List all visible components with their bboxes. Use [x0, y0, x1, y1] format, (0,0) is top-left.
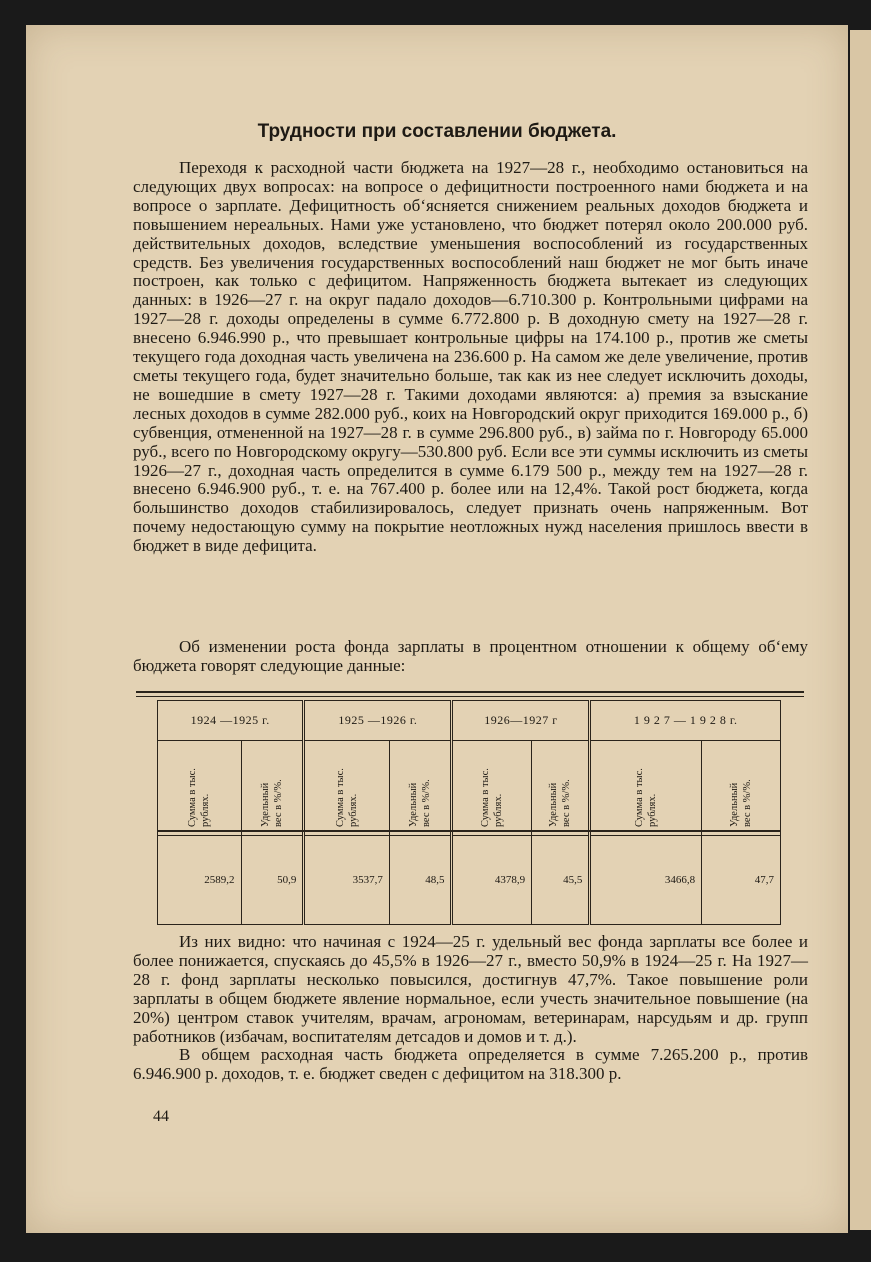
year-header: 1924 —1925 г.	[158, 701, 304, 741]
share-header: Удельный вес в %/%.	[729, 779, 754, 827]
sum-header-cell	[304, 741, 390, 836]
table-row	[158, 836, 781, 925]
body-paragraph	[133, 159, 808, 556]
share-header: Удельный вес в %/%.	[259, 779, 284, 827]
sum-header-cell	[452, 741, 532, 836]
sum-header: Сумма в тыс. рублях.	[480, 768, 505, 827]
share-header-cell	[241, 741, 304, 836]
share-header-cell	[389, 741, 452, 836]
year-header: 1926—1927 г	[452, 701, 590, 741]
page-title: Трудности при составлении бюджета.	[257, 121, 617, 142]
book-page	[26, 25, 848, 1233]
paragraph-text: В общем расходная часть бюджета определяется в сумме 7.265.200 р., против 6.946.900 р. доходов, т. е. бюджет сведен с дефицитом на 318.300 р.	[133, 1045, 808, 1084]
table-cell: 48,5	[389, 836, 452, 925]
table-cell: 2589,2	[158, 836, 242, 925]
table-cell: 50,9	[241, 836, 304, 925]
paragraph-text: Переходя к расходной части бюджета на 1927—28 г., необходимо остановиться на следующих двух вопросах: на вопросе о дефицитности построенного нами бюджета и на вопросе о зарплате. Дефицитность об‘ясняется снижением реальных доходов бюджета и повышением нереальных. Нами уже установлено, что бюджет потерял около 200.000 руб. действительных доходов, вследствие уменьшения воспособлений из государственных средств. Без увеличения государственных воспособлений наш бюджет не мог быть иначе построен, как только с дефицитом. Напряженность бюджета вытекает из следующих данных: в 1926—27 г. на округ падало доходов—6.710.300 р. Контрольными цифрами на 1927—28 г. доходы определены в сумме 6.772.800 р. В доходную смету на 1927—28 г. внесено 6.946.990 р., что превышает контрольные цифры на 174.100 р., против же сметы текущего года доходная часть увеличена на 236.600 р. На самом же деле увеличение, против сметы текущего года, будет значительно больше, так как из нее следует исключить доходы, не вошедшие в смету 1927—28 г. Такими доходами являются: а) премия за взыскание лесных доходов в сумме 282.000 руб., коих на Новгородский округ приходится 169.000 р., б) субвенция, отмененной на 1927—28 г. в сумме 296.800 руб., в) займа по г. Новгороду 65.000 руб., всего по Новгородскому округу—530.800 руб. Если все эти суммы исключить из сметы 1926—27 г., доходная часть определится в сумме 6.179 500 р., между тем на 1927—28 г. внесено 6.946.900 руб., т. е. на 767.400 р. более или на 12,4%. Такой рост бюджета, когда большинство доходов стабилизировалось, следует признать очень напряженным. Вот почему недостающую сумму на покрытие неотложных нужд населения пришлось ввести в бюджет в виде дефицита.	[133, 158, 808, 556]
adjacent-page-edge	[850, 30, 871, 1230]
share-header: Удельный вес в %/%.	[408, 779, 433, 827]
sum-header: Сумма в тыс. рублях.	[634, 768, 659, 827]
table-header-divider	[157, 830, 781, 832]
sum-header: Сумма в тыс. рублях.	[187, 768, 212, 827]
table-cell: 3537,7	[304, 836, 390, 925]
salary-fund-table	[157, 700, 781, 925]
share-header-cell	[702, 741, 781, 836]
sum-header: Сумма в тыс. рублях.	[335, 768, 360, 827]
table-header-row	[158, 701, 781, 741]
body-paragraph	[133, 638, 808, 676]
share-header-cell	[532, 741, 590, 836]
body-paragraph	[133, 933, 808, 1084]
paragraph-text: Из них видно: что начиная с 1924—25 г. удельный вес фонда зарплаты все более и более понижается, спускаясь до 45,5% в 1926—27 г., вместо 50,9% в 1924—25 г. На 1927—28 г. фонд зарплаты несколько повысился, достигнув 47,7%. Такое повышение роли зарплаты в общем бюджете явление нормальное, если учесть значительное повышение (на 20%) центром ставок учителям, врачам, агрономам, ветеринарам, нарсудьям и др. групп работников (избачам, воспитателям детсадов и домов и т. д.).	[133, 932, 808, 1046]
share-header: Удельный вес в %/%.	[548, 779, 573, 827]
table-cell: 3466,8	[590, 836, 702, 925]
paragraph-text: Об изменении роста фонда зарплаты в процентном отношении к общему об‘ему бюджета говорят следующие данные:	[133, 637, 808, 675]
table-subheader-row	[158, 741, 781, 836]
table-top-rule	[136, 696, 804, 697]
sum-header-cell	[158, 741, 242, 836]
table-cell: 47,7	[702, 836, 781, 925]
sum-header-cell	[590, 741, 702, 836]
table-cell: 45,5	[532, 836, 590, 925]
year-header: 1925 —1926 г.	[304, 701, 452, 741]
year-header: 1 9 2 7 — 1 9 2 8 г.	[590, 701, 781, 741]
table-top-rule	[136, 691, 804, 693]
table-cell: 4378,9	[452, 836, 532, 925]
page-number: 44	[153, 1108, 169, 1125]
